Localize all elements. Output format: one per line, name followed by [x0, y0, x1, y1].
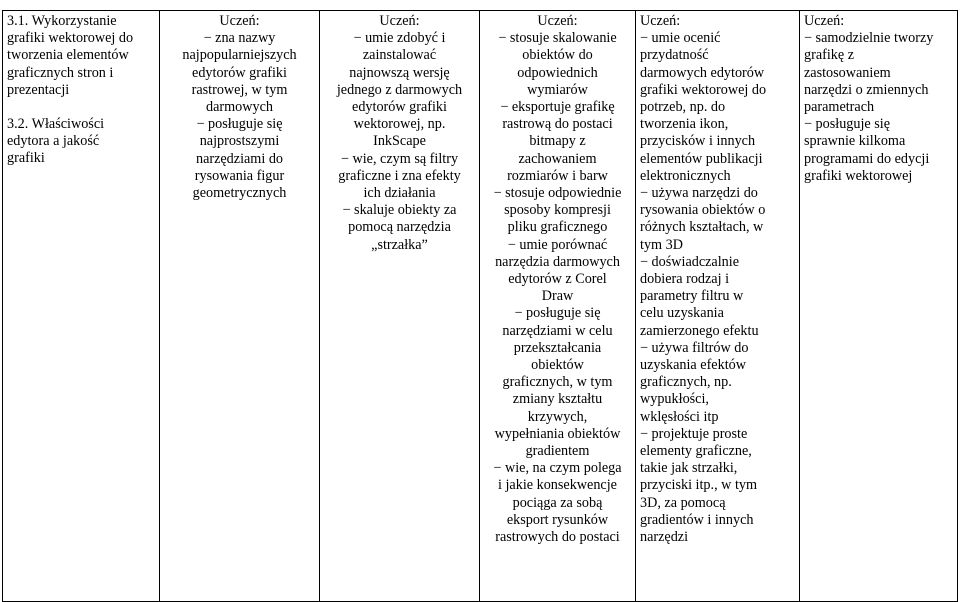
text-line: Uczeń: — [219, 13, 260, 29]
text-line: wektorowej, np. — [353, 116, 446, 133]
text-line: − stosuje skalowanie — [498, 30, 617, 47]
text-line: graficzne i zna efekty — [338, 167, 461, 184]
text-line: − projektuje proste — [640, 425, 748, 442]
requirements-cell-basic — [160, 11, 320, 602]
text-line: przydatność — [640, 47, 709, 64]
text-line: geometrycznych — [192, 185, 287, 202]
text-line: edytora a jakość — [7, 133, 100, 150]
text-line: najprostszymi — [199, 133, 280, 150]
text-line: wymiarów — [527, 81, 588, 98]
text-line: tym 3D — [640, 236, 683, 253]
text-line: parametry filtru w — [640, 288, 744, 305]
text-line: Uczeń: — [804, 13, 845, 29]
text-line: 3D, za pomocą — [640, 494, 726, 511]
text-line: wklęsłości itp — [640, 408, 719, 425]
text-line: 3.2. Właściwości — [7, 116, 105, 133]
text-line: − samodzielnie tworzy — [804, 30, 934, 47]
text-line: − eksportuje grafikę — [500, 99, 615, 116]
requirements-cell-beyond — [800, 11, 958, 602]
text-line: i jakie konsekwencje — [498, 477, 617, 494]
text-line: programami do edycji — [804, 150, 930, 167]
text-line: wypukłości, — [640, 391, 709, 408]
text-line: pomocą narzędzia — [348, 219, 451, 236]
text-line: zmiany kształtu — [512, 391, 603, 408]
text-line: edytorów grafiki — [352, 99, 447, 116]
text-line: sprawnie kilkoma — [804, 133, 906, 150]
text-line: Draw — [541, 288, 574, 305]
text-line: elementów publikacji — [640, 150, 763, 167]
text-line: najnowszą wersję — [349, 64, 450, 81]
text-line: rastrowej, w tym — [191, 81, 288, 98]
text-line: Uczeń: — [537, 13, 578, 29]
text-line: takie jak strzałki, — [640, 460, 738, 477]
blank-line — [7, 99, 155, 116]
text-line: narzędziami do — [195, 150, 284, 167]
text-line: zainstalować — [362, 47, 437, 64]
text-line: grafikę z — [804, 47, 855, 64]
text-line: 3.1. Wykorzystanie — [7, 13, 117, 29]
text-line: przycisków i innych — [640, 133, 756, 150]
text-line: − stosuje odpowiednie — [493, 185, 622, 202]
text-line: potrzeb, np. do — [640, 99, 726, 116]
text-line: odpowiednich — [517, 64, 598, 81]
text-line: − wie, czym są filtry — [340, 150, 459, 167]
text-line: zastosowaniem — [804, 64, 891, 81]
text-line: wypełniania obiektów — [494, 425, 621, 442]
topic-cell — [3, 11, 160, 602]
text-line: elektronicznych — [640, 167, 731, 184]
text-line: narzędzi o zmiennych — [804, 81, 929, 98]
text-line: Uczeń: — [379, 13, 420, 29]
text-line: − umie ocenić — [640, 30, 721, 47]
text-line: − posługuje się — [514, 305, 601, 322]
text-line: „strzałka” — [371, 236, 428, 253]
text-line: − skaluje obiekty za — [342, 202, 457, 219]
text-line: Uczeń: — [640, 13, 681, 29]
text-line: graficznych stron i — [7, 64, 114, 81]
text-line: różnych kształtach, w — [640, 219, 764, 236]
text-line: krzywych, — [527, 408, 588, 425]
text-line: jednego z darmowych — [336, 81, 463, 98]
requirements-cell-complete — [636, 11, 800, 602]
text-line: obiektów — [531, 357, 584, 374]
text-line: pociąga za sobą — [512, 494, 603, 511]
text-line: parametrach — [804, 99, 875, 116]
text-line: graficznych, np. — [640, 374, 732, 391]
text-line: eksport rysunków — [506, 511, 609, 528]
text-line: − używa filtrów do — [640, 339, 749, 356]
text-line: − używa narzędzi do — [640, 185, 758, 202]
text-line: rysowania obiektów o — [640, 202, 766, 219]
text-line: graficznych, w tym — [502, 374, 613, 391]
text-line: edytorów grafiki — [192, 64, 287, 81]
text-line: elementy graficzne, — [640, 443, 752, 460]
text-line: tworzenia ikon, — [640, 116, 729, 133]
text-line: − posługuje się — [804, 116, 891, 133]
text-line: − umie zdobyć i — [353, 30, 446, 47]
text-line: uzyskania efektów — [640, 357, 746, 374]
text-line: InkScape — [373, 133, 426, 150]
text-line: sposoby kompresji — [504, 202, 611, 219]
text-line: najpopularniejszych — [182, 47, 297, 64]
text-line: grafiki wektorowej do — [7, 30, 134, 47]
text-line: zachowaniem — [518, 150, 597, 167]
text-line: grafiki wektorowej — [804, 167, 913, 184]
text-line: rastrowych do postaci — [495, 529, 620, 546]
text-line: przekształcania — [513, 339, 602, 356]
text-line: przyciski itp., w tym — [640, 477, 758, 494]
text-line: rozmiarów i barw — [507, 167, 608, 184]
text-line: gradientem — [525, 443, 590, 460]
text-line: rastrową do postaci — [502, 116, 613, 133]
curriculum-table — [2, 10, 958, 602]
text-line: grafiki — [7, 150, 45, 167]
text-line: tworzenia elementów — [7, 47, 129, 64]
text-line: pliku graficznego — [507, 219, 608, 236]
text-line: − zna nazwy — [203, 30, 276, 47]
text-line: edytorów z Corel — [508, 271, 607, 288]
requirements-cell-extended — [480, 11, 636, 602]
text-line: narzędzia darmowych — [495, 253, 620, 270]
text-line: grafiki wektorowej do — [640, 81, 767, 98]
requirements-cell-fundamental — [320, 11, 480, 602]
text-line: celu uzyskania — [640, 305, 724, 322]
table-row — [3, 11, 958, 602]
text-line: obiektów do — [522, 47, 593, 64]
text-line: darmowych — [206, 99, 273, 116]
text-line: − umie porównać — [507, 236, 608, 253]
text-line: narzędzi — [640, 529, 689, 546]
text-line: − posługuje się — [196, 116, 283, 133]
text-line: narzędziami w celu — [502, 322, 613, 339]
text-line: prezentacji — [7, 81, 70, 98]
text-line: zamierzonego efektu — [640, 322, 759, 339]
text-line: − doświadczalnie — [640, 253, 740, 270]
text-line: darmowych edytorów — [640, 64, 765, 81]
text-line: rysowania figur — [194, 167, 285, 184]
text-line: ich działania — [363, 185, 436, 202]
text-line: gradientów i innych — [640, 511, 754, 528]
text-line: bitmapy z — [529, 133, 586, 150]
text-line: dobiera rodzaj i — [640, 271, 730, 288]
text-line: − wie, na czym polega — [493, 460, 622, 477]
